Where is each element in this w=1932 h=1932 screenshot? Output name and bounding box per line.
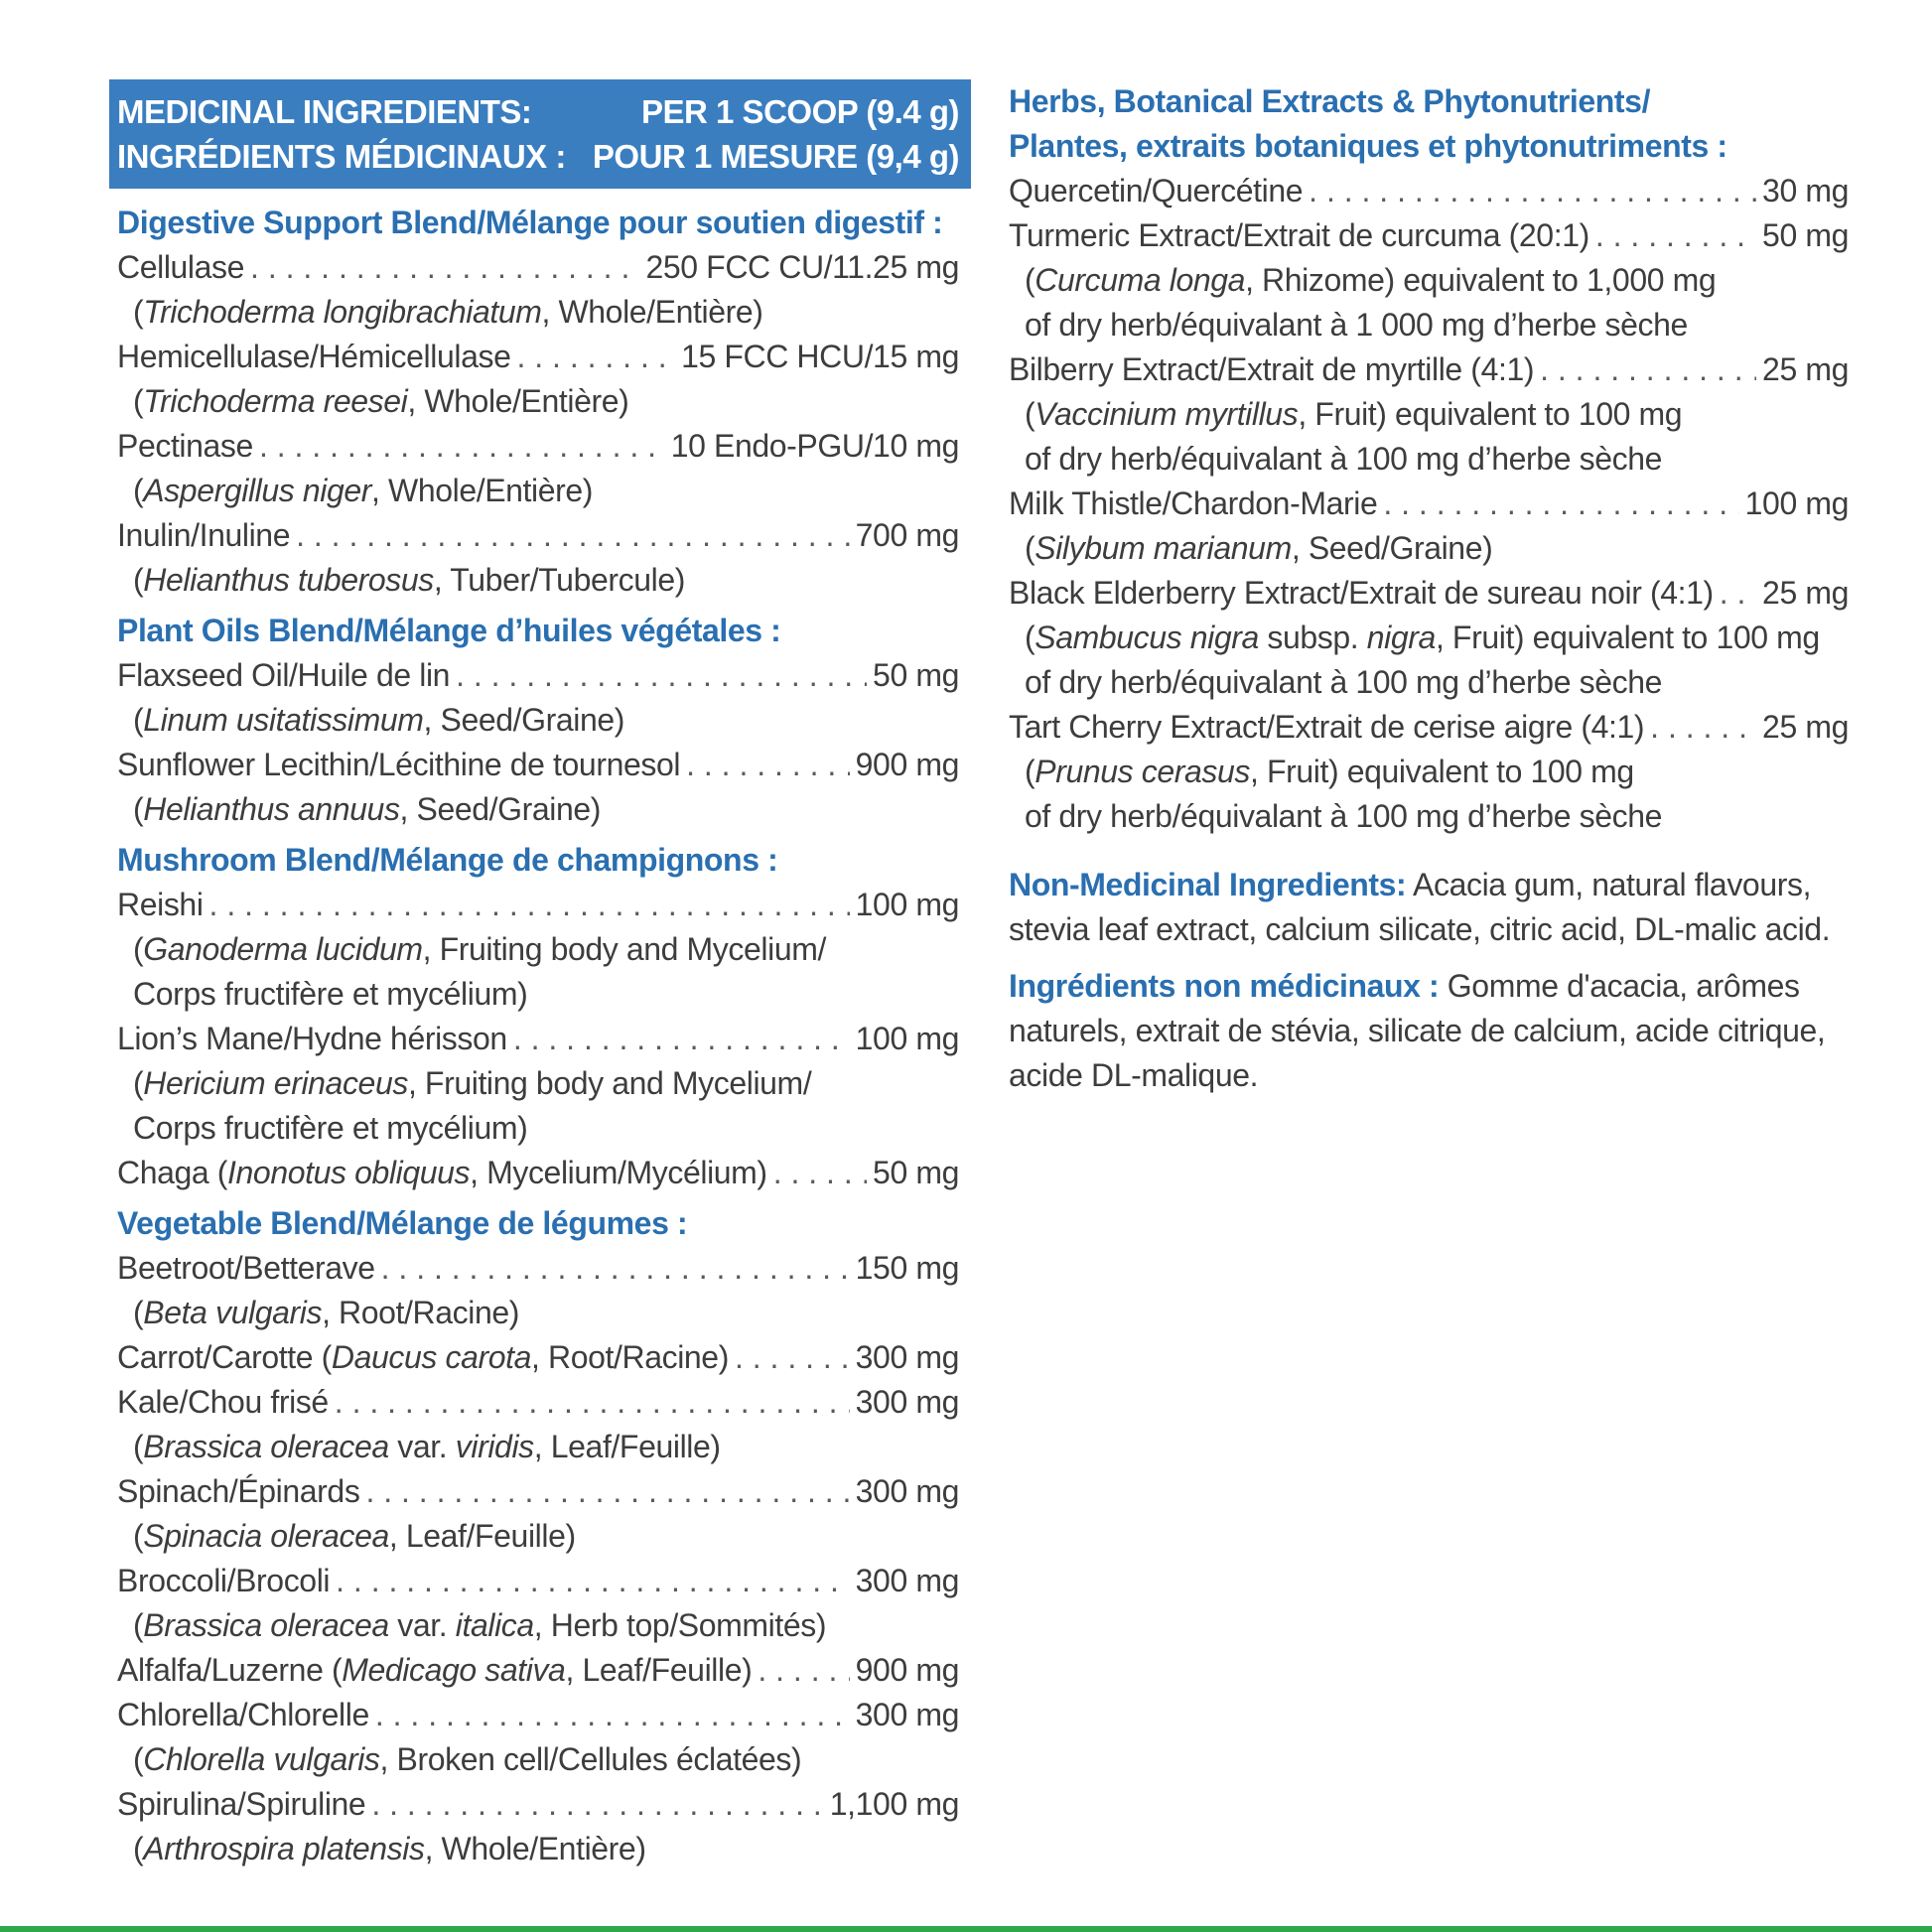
non-medicinal-en-text: Acacia gum, natural flavours, stevia leaf extract, calcium silicate, citric acid, DL-malic acid. <box>1009 867 1831 947</box>
ingredient-row: Cellulase . . . 250 FCC CU/11.25 mg <box>117 245 959 290</box>
ingredient-source: (Trichoderma longibrachiatum, Whole/Entière) <box>133 294 763 330</box>
ingredient-row: Tart Cherry Extract/Extrait de cerise aigre (4:1) . . . 25 mg <box>1009 705 1849 750</box>
ingredient-row: Bilberry Extract/Extrait de myrtille (4:1) . . . 25 mg <box>1009 347 1849 392</box>
ingredient-row: Inulin/Inuline . . . 700 mg <box>117 513 959 558</box>
non-medicinal-fr <box>1009 964 1849 1098</box>
ingredient-source: (Prunus cerasus, Fruit) equivalent to 100 mg <box>1025 754 1634 789</box>
ingredient-row: Alfalfa/Luzerne (Medicago sativa, Leaf/Feuille) . . . 900 mg <box>117 1648 959 1693</box>
ingredient-source: (Brassica oleracea var. viridis, Leaf/Feuille) <box>133 1429 721 1464</box>
ingredient-source: (Helianthus annuus, Seed/Graine) <box>133 791 602 827</box>
ingredient-row: Pectinase . . . 10 Endo-PGU/10 mg <box>117 424 959 469</box>
non-medicinal-en <box>1009 863 1849 952</box>
ingredient-source-cont: of dry herb/équivalant à 100 mg d’herbe sèche <box>1025 798 1662 834</box>
ingredient-source: (Spinacia oleracea, Leaf/Feuille) <box>133 1518 576 1554</box>
bottom-rule <box>0 1926 1932 1932</box>
ingredient-row: Quercetin/Quercétine . . . 30 mg <box>1009 169 1849 213</box>
ingredient-source: (Chlorella vulgaris, Broken cell/Cellules éclatées) <box>133 1741 802 1777</box>
ingredient-row: Beetroot/Betterave . . . 150 mg <box>117 1246 959 1291</box>
ingredient-source-cont: of dry herb/équivalant à 1 000 mg d’herbe sèche <box>1025 307 1688 343</box>
ingredient-source: (Trichoderma reesei, Whole/Entière) <box>133 383 629 419</box>
digestive-blend-title: Digestive Support Blend/Mélange pour soutien digestif : <box>117 205 943 240</box>
mushroom-blend-title: Mushroom Blend/Mélange de champignons : <box>117 842 778 878</box>
ingredient-source: (Beta vulgaris, Root/Racine) <box>133 1295 519 1330</box>
ingredient-source: (Ganoderma lucidum, Fruiting body and Mycelium/ <box>133 931 826 967</box>
header-title-fr: INGRÉDIENTS MÉDICINAUX : <box>117 138 566 175</box>
ingredient-row: Hemicellulase/Hémicellulase . . . 15 FCC HCU/15 mg <box>117 335 959 379</box>
medicinal-header <box>109 79 971 189</box>
ingredient-source: (Sambucus nigra subsp. nigra, Fruit) equivalent to 100 mg <box>1025 620 1820 655</box>
ingredient-row: Carrot/Carotte (Daucus carota, Root/Racine) . . . 300 mg <box>117 1335 959 1380</box>
ingredient-source-cont: Corps fructifère et mycélium) <box>133 976 528 1012</box>
plant-oils-blend-title: Plant Oils Blend/Mélange d’huiles végétales : <box>117 613 781 648</box>
right-column <box>1009 79 1849 1098</box>
herbs-title-fr: Plantes, extraits botaniques et phytonutriments : <box>1009 128 1727 164</box>
ingredient-row: Kale/Chou frisé . . . 300 mg <box>117 1380 959 1425</box>
ingredient-row: Lion’s Mane/Hydne hérisson . . . 100 mg <box>117 1017 959 1061</box>
ingredient-source: (Silybum marianum, Seed/Graine) <box>1025 530 1493 566</box>
ingredient-source-cont: Corps fructifère et mycélium) <box>133 1110 528 1146</box>
ingredient-source: (Brassica oleracea var. italica, Herb top/Sommités) <box>133 1607 827 1643</box>
ingredient-row: Sunflower Lecithin/Lécithine de tournesol . . . 900 mg <box>117 743 959 787</box>
ingredient-source: (Hericium erinaceus, Fruiting body and Mycelium/ <box>133 1065 812 1101</box>
ingredient-row: Flaxseed Oil/Huile de lin . . . 50 mg <box>117 653 959 698</box>
non-medicinal-fr-label: Ingrédients non médicinaux : <box>1009 968 1440 1004</box>
ingredient-source: (Linum usitatissimum, Seed/Graine) <box>133 702 625 738</box>
ingredient-row: Milk Thistle/Chardon-Marie . . . 100 mg <box>1009 482 1849 526</box>
ingredient-row: Reishi . . . 100 mg <box>117 883 959 927</box>
ingredient-row: Chlorella/Chlorelle . . . 300 mg <box>117 1693 959 1737</box>
header-title-en: MEDICINAL INGREDIENTS: <box>117 93 532 130</box>
left-column <box>109 79 971 1871</box>
ingredient-source: (Aspergillus niger, Whole/Entière) <box>133 473 594 508</box>
ingredient-row: Chaga (Inonotus obliquus, Mycelium/Mycélium) . . . 50 mg <box>117 1151 959 1195</box>
ingredient-source: (Curcuma longa, Rhizome) equivalent to 1,000 mg <box>1025 262 1717 298</box>
ingredient-row: Spirulina/Spiruline . . . 1,100 mg <box>117 1782 959 1827</box>
vegetable-blend-title: Vegetable Blend/Mélange de légumes : <box>117 1205 688 1241</box>
ingredient-row: Turmeric Extract/Extrait de curcuma (20:1) . . . 50 mg <box>1009 213 1849 258</box>
ingredient-source-cont: of dry herb/équivalant à 100 mg d’herbe sèche <box>1025 441 1662 477</box>
ingredient-source: (Helianthus tuberosus, Tuber/Tubercule) <box>133 562 685 598</box>
ingredient-source: (Vaccinium myrtillus, Fruit) equivalent to 100 mg <box>1025 396 1683 432</box>
non-medicinal-en-label: Non-Medicinal Ingredients: <box>1009 867 1407 902</box>
ingredient-source-cont: of dry herb/équivalant à 100 mg d’herbe sèche <box>1025 664 1662 700</box>
header-serving-en: PER 1 SCOOP (9.4 g) <box>641 93 959 130</box>
herbs-title-en: Herbs, Botanical Extracts & Phytonutrients/ <box>1009 83 1651 119</box>
ingredient-row: Broccoli/Brocoli . . . 300 mg <box>117 1559 959 1603</box>
ingredient-row: Black Elderberry Extract/Extrait de sureau noir (4:1) . . . 25 mg <box>1009 571 1849 616</box>
ingredient-row: Spinach/Épinards . . . 300 mg <box>117 1469 959 1514</box>
ingredient-source: (Arthrospira platensis, Whole/Entière) <box>133 1831 646 1866</box>
header-serving-fr: POUR 1 MESURE (9,4 g) <box>592 138 959 175</box>
non-medicinal-fr-text: Gomme d'acacia, arômes naturels, extrait de stévia, silicate de calcium, acide citrique, acide DL-malique. <box>1009 968 1826 1093</box>
